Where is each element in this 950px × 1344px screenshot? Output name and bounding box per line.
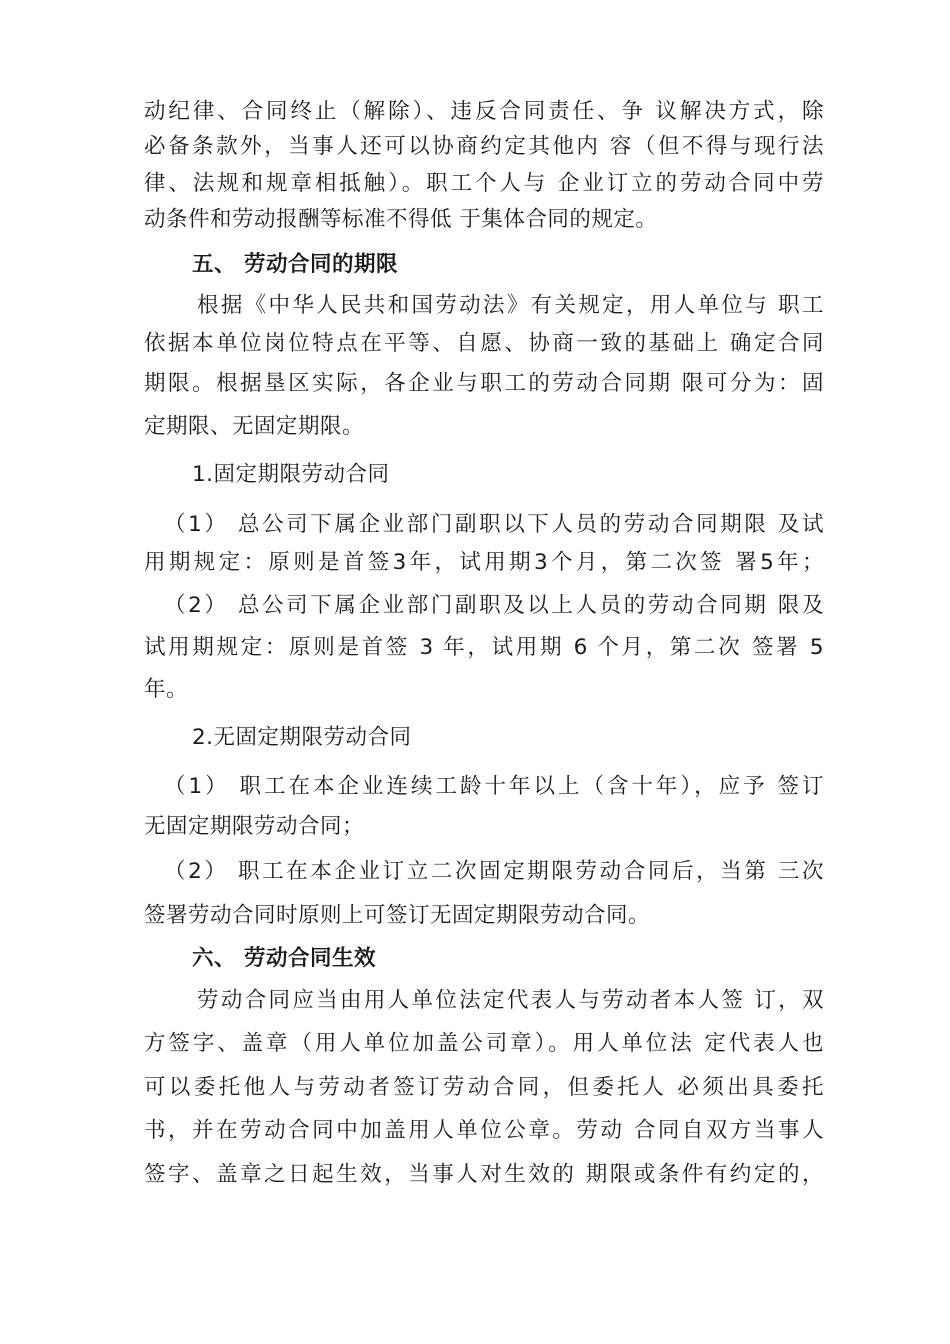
list-item-line: 年。	[144, 677, 189, 702]
paragraph-line: 依据本单位岗位特点在平等、自愿、协商一致的基础上 确定合同	[144, 331, 824, 356]
paragraph-line: 方签字、盖章（用人单位加盖公司章）。用人单位法 定代表人也	[144, 1031, 824, 1056]
paragraph-line: 期限。根据垦区实际，各企业与职工的劳动合同期 限可分为：固	[144, 371, 824, 396]
list-item-line: （1） 职工在本企业连续工龄十年以上（含十年），应予 签订	[164, 774, 824, 799]
paragraph-line: 动条件和劳动报酬等标准不得低 于集体合同的规定。	[144, 207, 658, 232]
list-item-line: （1） 总公司下属企业部门副职以下人员的劳动合同期限 及试	[164, 512, 824, 537]
paragraph-line: 定期限、无固定期限。	[144, 414, 365, 439]
list-item-line: （2） 职工在本企业订立二次固定期限劳动合同后，当第 三次	[164, 859, 824, 884]
list-item-line: 用期规定：原则是首签3年，试用期3个月，第二次签 署5年；	[144, 550, 824, 575]
list-item-line: 无固定期限劳动合同；	[144, 814, 365, 839]
paragraph-line: 根据《中华人民共和国劳动法》有关规定，用人单位与 职工	[197, 293, 824, 318]
section-heading-6: 六、 劳动合同生效	[192, 946, 376, 971]
paragraph-line: 书，并在劳动合同中加盖用人单位公章。劳动 合同自双方当事人	[144, 1118, 824, 1143]
section-heading-5: 五、 劳动合同的期限	[192, 252, 398, 277]
list-item-line: 试用期规定：原则是首签 3 年，试用期 6 个月，第二次 签署 5	[144, 635, 824, 660]
paragraph-line: 可以委托他人与劳动者签订劳动合同，但委托人 必须出具委托	[144, 1075, 824, 1100]
paragraph-line: 劳动合同应当由用人单位法定代表人与劳动者本人签 订，双	[197, 988, 824, 1013]
paragraph-line: 签字、盖章之日起生效，当事人对生效的 期限或条件有约定的，	[144, 1162, 824, 1187]
paragraph-line: 必备条款外，当事人还可以协商约定其他内 容（但不得与现行法	[144, 134, 824, 159]
paragraph-line: 动纪律、合同终止（解除）、违反合同责任、争 议解决方式，除	[144, 99, 824, 124]
list-item-line: （2） 总公司下属企业部门副职及以上人员的劳动合同期 限及	[164, 593, 824, 618]
paragraph-line: 律、法规和规章相抵触）。职工个人与 企业订立的劳动合同中劳	[144, 171, 824, 196]
list-item-line: 签署劳动合同时原则上可签订无固定期限劳动合同。	[144, 903, 651, 928]
subsection-heading: 2.无固定期限劳动合同	[192, 725, 412, 750]
subsection-heading: 1.固定期限劳动合同	[192, 462, 390, 487]
